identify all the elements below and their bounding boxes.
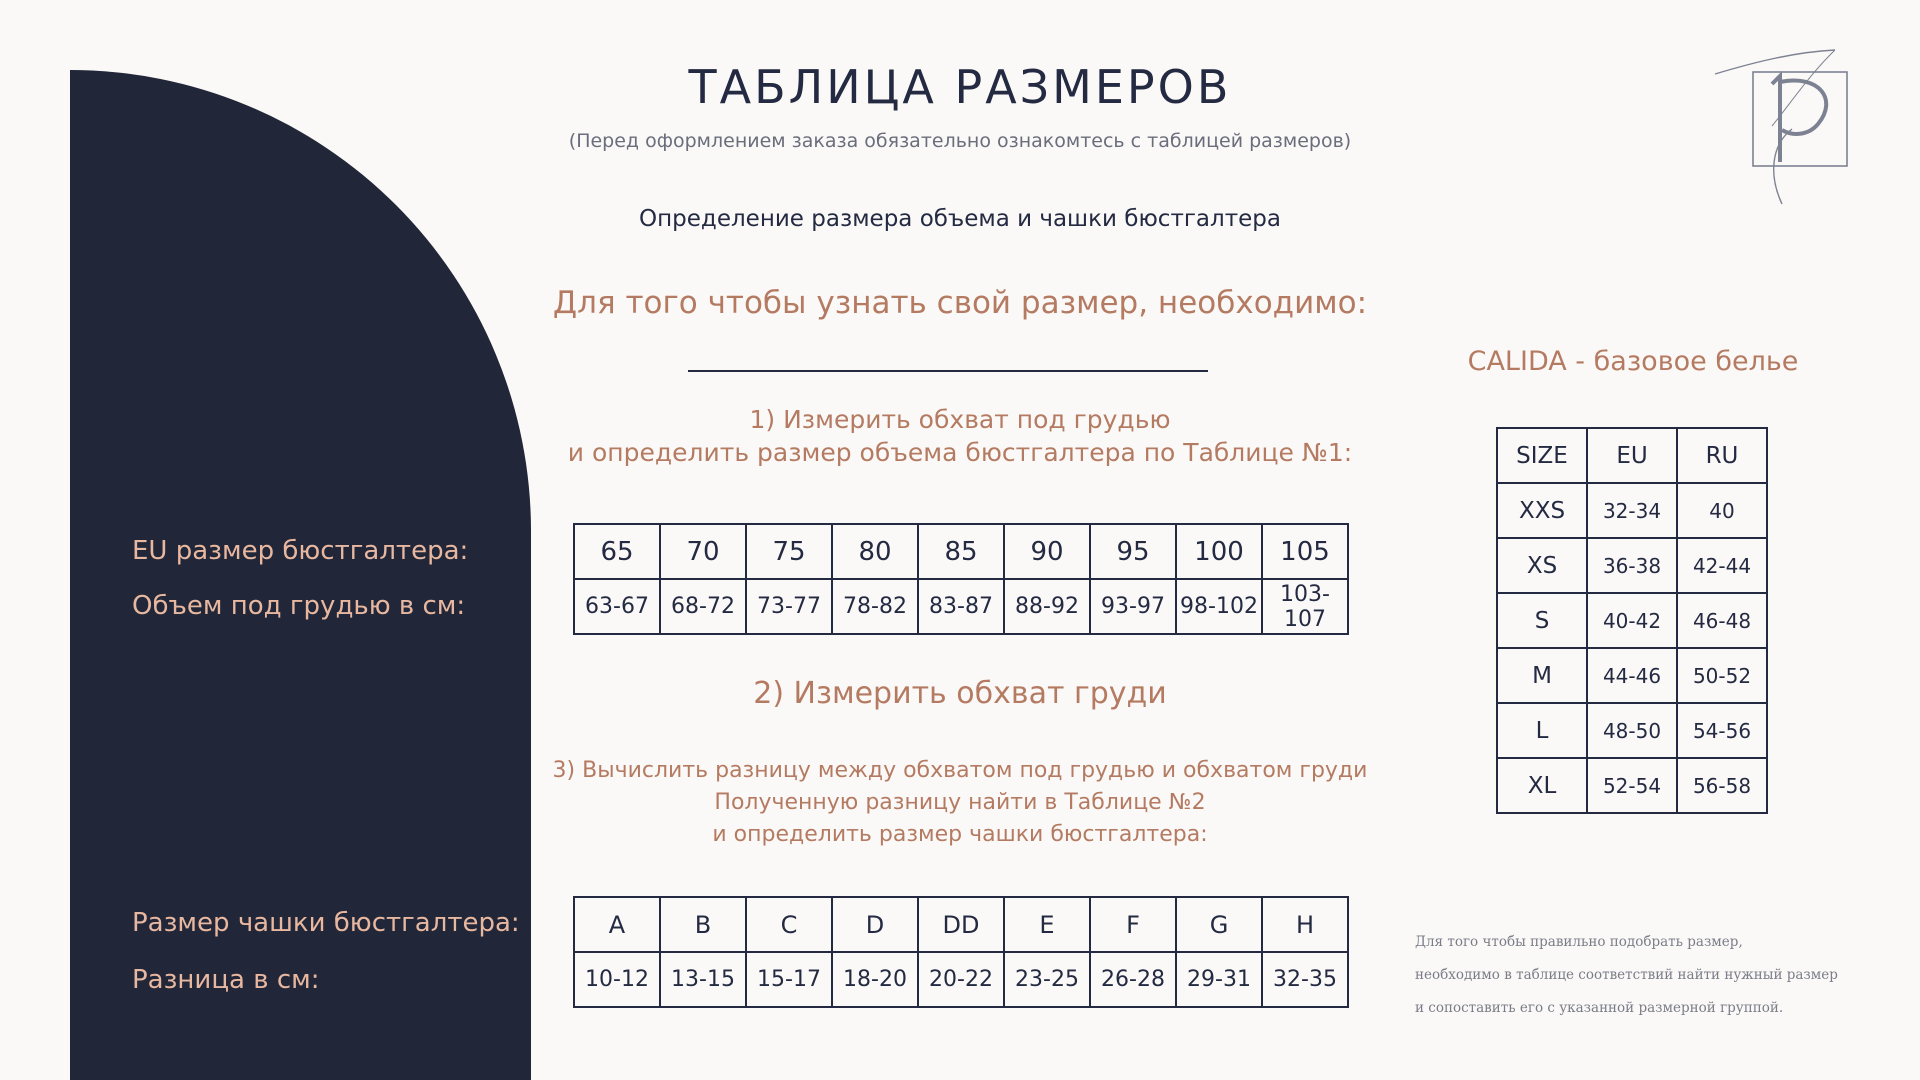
size-cell: XXS: [1497, 483, 1587, 538]
eu-size-cell: 100: [1176, 524, 1262, 579]
page-title: ТАБЛИЦА РАЗМЕРОВ: [688, 60, 1232, 114]
eu-size-cell: 95: [1090, 524, 1176, 579]
underbust-cell: 93-97: [1090, 579, 1176, 634]
difference-cell: 13-15: [660, 952, 746, 1007]
page-subtitle: (Перед оформлением заказа обязательно ознакомтесь с таблицей размеров): [568, 130, 1352, 152]
ru-cell: 40: [1677, 483, 1767, 538]
difference-cell: 29-31: [1176, 952, 1262, 1007]
eu-size-cell: 105: [1262, 524, 1348, 579]
eu-header: EU: [1587, 428, 1677, 483]
eu-cell: 48-50: [1587, 703, 1677, 758]
size-note: [1415, 926, 1885, 1025]
step-3: [540, 755, 1380, 851]
ru-cell: 42-44: [1677, 538, 1767, 593]
note-line-1: Для того чтобы правильно подобрать размер,: [1415, 934, 1743, 950]
ru-cell: 54-56: [1677, 703, 1767, 758]
step-1-line-1: 1) Измерить обхват под грудью: [749, 405, 1171, 434]
eu-size-cell: 75: [746, 524, 832, 579]
cup-cell: F: [1090, 897, 1176, 952]
table-row: [1497, 758, 1767, 813]
cup-cell: H: [1262, 897, 1348, 952]
cup-cell: D: [832, 897, 918, 952]
band-size-table: [573, 523, 1349, 635]
step-3-line-2: Полученную разницу найти в Таблице №2: [714, 790, 1206, 815]
underbust-cell: 78-82: [832, 579, 918, 634]
size-cell: XS: [1497, 538, 1587, 593]
eu-cell: 44-46: [1587, 648, 1677, 703]
cup-cell: C: [746, 897, 832, 952]
underbust-cell: 63-67: [574, 579, 660, 634]
size-cell: S: [1497, 593, 1587, 648]
divider: [688, 370, 1208, 372]
underbust-cell: 83-87: [918, 579, 1004, 634]
table-row: [1497, 648, 1767, 703]
brand-table-title: CALIDA - базовое белье: [1467, 346, 1799, 377]
section-title: Определение размера объема и чашки бюстгалтера: [639, 206, 1281, 232]
difference-cell: 20-22: [918, 952, 1004, 1007]
size-header: SIZE: [1497, 428, 1587, 483]
eu-size-cell: 85: [918, 524, 1004, 579]
ru-cell: 46-48: [1677, 593, 1767, 648]
instructions-intro: Для того чтобы узнать свой размер, необходимо:: [552, 285, 1368, 321]
ru-header: RU: [1677, 428, 1767, 483]
ru-cell: 56-58: [1677, 758, 1767, 813]
cup-cell: B: [660, 897, 746, 952]
size-cell: M: [1497, 648, 1587, 703]
step-3-line-3: и определить размер чашки бюстгалтера:: [712, 822, 1208, 847]
step-1: [540, 403, 1380, 469]
difference-label: Разница в см:: [132, 965, 320, 995]
eu-cell: 40-42: [1587, 593, 1677, 648]
ru-cell: 50-52: [1677, 648, 1767, 703]
step-3-line-1: 3) Вычислить разницу между обхватом под грудью и обхватом груди: [552, 758, 1368, 783]
difference-cell: 26-28: [1090, 952, 1176, 1007]
underbust-label: Объем под грудью в см:: [132, 591, 466, 621]
difference-cell: 32-35: [1262, 952, 1348, 1007]
cup-cell: G: [1176, 897, 1262, 952]
note-line-3: и сопоставить его с указанной размерной группой.: [1415, 1000, 1784, 1016]
table-row: [1497, 593, 1767, 648]
p-monogram-logo-icon: [1710, 44, 1860, 214]
cup-cell: A: [574, 897, 660, 952]
eu-cell: 52-54: [1587, 758, 1677, 813]
table-row: [1497, 538, 1767, 593]
eu-cell: 32-34: [1587, 483, 1677, 538]
cup-size-label: Размер чашки бюстгалтера:: [132, 908, 520, 938]
underbust-cell: 68-72: [660, 579, 746, 634]
difference-cell: 18-20: [832, 952, 918, 1007]
table-row: [1497, 483, 1767, 538]
eu-size-cell: 70: [660, 524, 746, 579]
size-cell: XL: [1497, 758, 1587, 813]
step-1-line-2: и определить размер объема бюстгалтера по Таблице №1:: [567, 438, 1353, 467]
difference-cell: 15-17: [746, 952, 832, 1007]
eu-size-label: EU размер бюстгалтера:: [132, 536, 469, 566]
size-cell: L: [1497, 703, 1587, 758]
underbust-cell: 73-77: [746, 579, 832, 634]
table-row: [1497, 703, 1767, 758]
eu-size-cell: 80: [832, 524, 918, 579]
cup-cell: E: [1004, 897, 1090, 952]
difference-cell: 10-12: [574, 952, 660, 1007]
cup-cell: DD: [918, 897, 1004, 952]
underbust-cell: 98-102: [1176, 579, 1262, 634]
eu-size-cell: 90: [1004, 524, 1090, 579]
underbust-cell: 103-107: [1262, 579, 1348, 634]
underbust-cell: 88-92: [1004, 579, 1090, 634]
step-2: 2) Измерить обхват груди: [753, 676, 1167, 711]
note-line-2: необходимо в таблице соответствий найти нужный размер: [1415, 967, 1838, 983]
difference-cell: 23-25: [1004, 952, 1090, 1007]
brand-size-table: [1496, 427, 1768, 814]
cup-size-table: [573, 896, 1349, 1008]
eu-cell: 36-38: [1587, 538, 1677, 593]
eu-size-cell: 65: [574, 524, 660, 579]
